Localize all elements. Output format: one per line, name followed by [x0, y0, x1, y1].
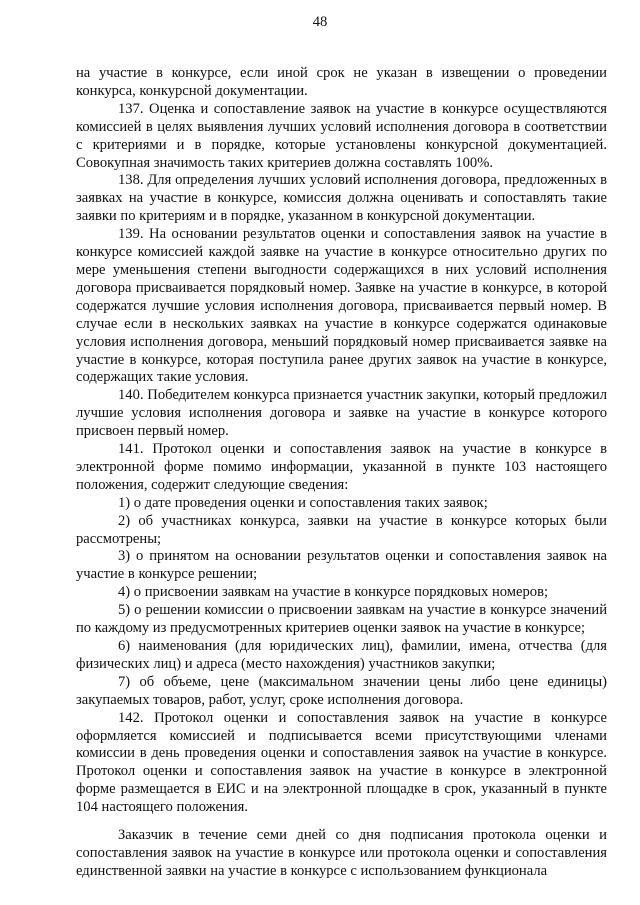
- list-item-1: 1) о дате проведения оценки и сопоставления таких заявок;: [118, 494, 488, 511]
- paragraph-142: 142. Протокол оценки и сопоставления заявок на участие в конкурсе оформляется комиссией и подписывается всеми присутствующими членами комиссии в день проведения оценки и сопоставления заявок на участие в конкурсе. Протокол оценки и сопоставления заявок на участие в конкурсе в электронной форме размещается в ЕИС и на электронной площадке в срок, указанный в пункте 104 настоящего положения.: [76, 709, 607, 816]
- paragraph-139: 139. На основании результатов оценки и сопоставления заявок на участие в конкурсе комиссией каждой заявке на участие в конкурсе относительно других по мере уменьшения степени выгодности содержащихся в них условий исполнения договора присваивается порядковый номер. Заявке на участие в конкурсе, в которой содержатся лучшие условия исполнения договора, присваивается первый номер. В случае если в нескольких заявках на участие в конкурсе содержатся одинаковые условия исполнения договора, меньший порядковый номер присваивается заявке на участие в конкурсе, которая поступила ранее других заявок на участие в конкурсе, содержащих такие условия.: [76, 226, 607, 386]
- list-item-5: 5) о решении комиссии о присвоении заявкам на участие в конкурсе значений по каждому из предусмотренных критериев оценки заявок на участие в конкурсе;: [76, 602, 607, 637]
- list-item-4: 4) о присвоении заявкам на участие в конкурсе порядковых номеров;: [118, 584, 549, 601]
- page-body: [76, 65, 607, 881]
- list-item-3: 3) о принятом на основании результатов оценки и сопоставления заявок на участие в конкурсе решении;: [76, 548, 607, 583]
- paragraph-138: 138. Для определения лучших условий исполнения договора, предложенных в заявках на участие в конкурсе, комиссия должна оценивать и сопоставлять такие заявки по критериям и в порядке, указанном в конкурсной документации.: [76, 172, 607, 225]
- list-item-6: 6) наименования (для юридических лиц), фамилии, имена, отчества (для физических лиц) и адреса (место нахождения) участников закупки;: [76, 638, 607, 672]
- page-number: 48: [312, 14, 328, 30]
- paragraph-137: 137. Оценка и сопоставление заявок на участие в конкурсе осуществляются комиссией в целях выявления лучших условий исполнения договора в соответствии с критериями и в порядке, которые установлены конкурсной документацией. Совокупная значимость таких критериев должна составлять 100%.: [76, 100, 607, 171]
- paragraph-140: 140. Победителем конкурса признается участник закупки, который предложил лучшие условия исполнения договора и заявке на участие в конкурсе которого присвоен первый номер.: [76, 387, 607, 440]
- list-item-7: 7) об объеме, цене (максимальном значении цены либо цене единицы) закупаемых товаров, работ, услуг, сроке исполнения договора.: [76, 673, 607, 708]
- paragraph-141: 141. Протокол оценки и сопоставления заявок на участие в конкурсе в электронной форме помимо информации, указанной в пункте 103 настоящего положения, содержит следующие сведения:: [76, 441, 607, 493]
- paragraph-continuation: на участие в конкурсе, если иной срок не указан в извещении о проведении конкурса, конкурсной документации.: [76, 65, 607, 99]
- paragraph-customer: Заказчик в течение семи дней со дня подписания протокола оценки и сопоставления заявок на участие в конкурсе или протокола оценки и сопоставления единственной заявки на участие в конкурсе с использованием функционала: [76, 827, 607, 879]
- list-item-2: 2) об участниках конкурса, заявки на участие в конкурсе которых были рассмотрены;: [76, 512, 607, 547]
